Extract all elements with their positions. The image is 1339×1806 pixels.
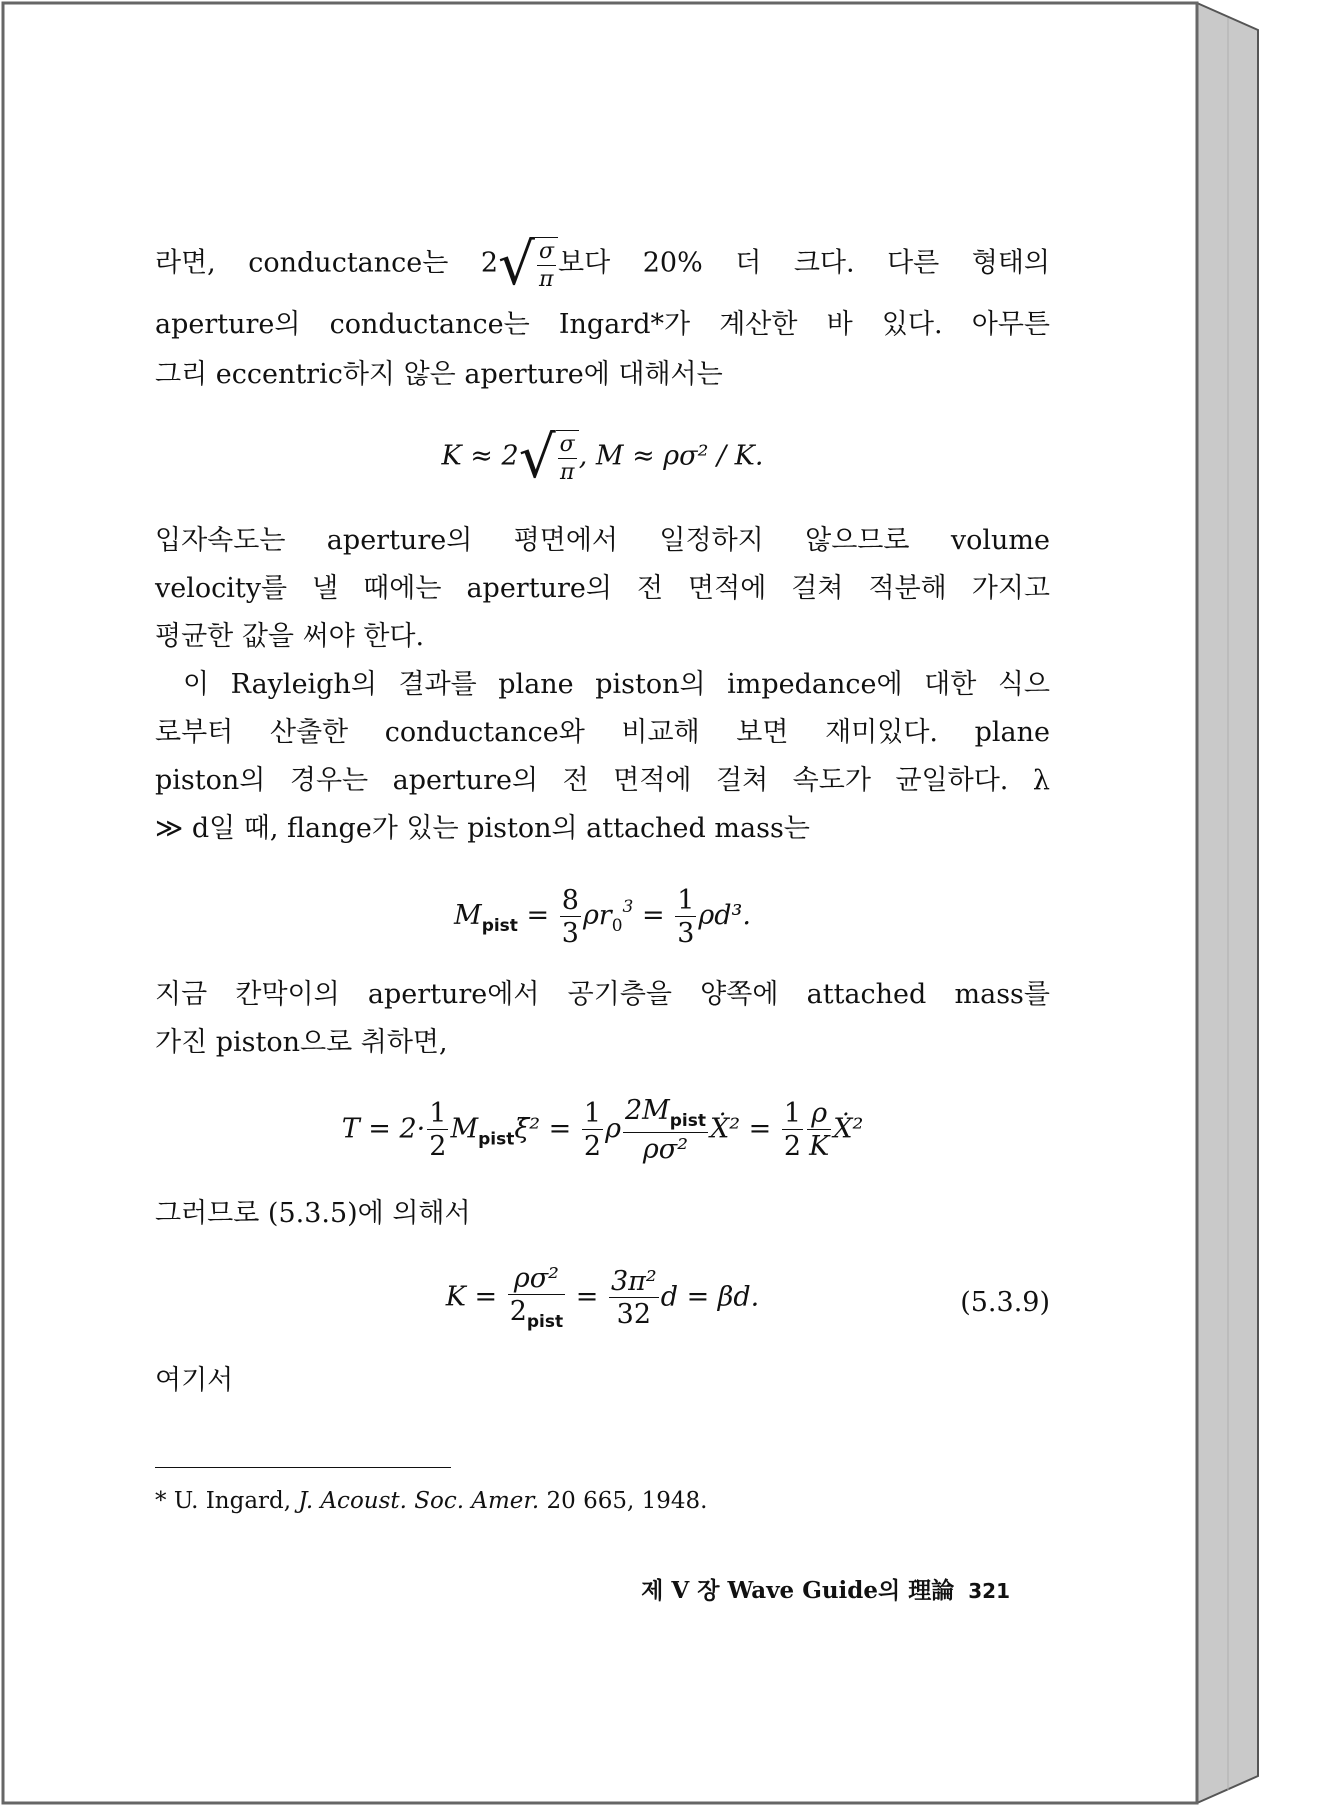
paragraph1-line3: 그리 eccentric하지 않은 aperture에 대해서는: [155, 359, 723, 390]
equation-1: [155, 423, 1050, 491]
eq3-f1-den: 2: [429, 1131, 447, 1162]
eq3-f3-den: ρσ²: [642, 1134, 689, 1165]
eq4-f1-den: 2: [509, 1296, 527, 1327]
eq3-f3-num-sub: pist: [669, 1111, 707, 1131]
eq3-f1-num: 1: [429, 1098, 447, 1129]
paragraph3-line3: piston의 경우는 aperture의 전 면적에 걸쳐 속도가 균일하다. λ: [155, 765, 1050, 796]
p1-sqrt-num: σ: [539, 239, 555, 264]
footnote-ref: 20 665, 1948.: [546, 1488, 708, 1514]
paragraph5-line1: 그러므로 (5.3.5)에 의해서: [155, 1198, 471, 1229]
eq1-sqrt: √ $\frac{\sigma}{\pi}$: [519, 428, 579, 486]
equation-4: K = $\frac{\text{ρσ²}}{2_{pist}}$ = $\frac{\text{3π²}}{32}$ d = βd. (5.3.9): [445, 1263, 1050, 1332]
paragraph3-line1: 이 Rayleigh의 결과를 plane piston의 impedance에 대한 식으: [183, 669, 1050, 700]
p1-l1-post: 보다 20% 더 크다. 다른 형태의: [558, 247, 1050, 279]
paragraph3-line2: 로부터 산출한 conductance와 비교해 보면 재미있다. plane: [155, 717, 1050, 748]
eq2-lhs: M: [454, 900, 482, 931]
book-page: [3, 3, 1197, 1801]
eq3-f5-den: K: [809, 1131, 830, 1162]
running-head: [641, 1567, 1010, 1615]
paragraph2-line1: 입자속도는 aperture의 평면에서 일정하지 않으므로 volume: [155, 525, 1050, 556]
eq3-f4-num: 1: [783, 1098, 802, 1129]
running-head-title: 제 V 장 Wave Guide의 理論: [641, 1577, 955, 1604]
eq3-m: M: [450, 1113, 479, 1145]
eq2-lhs-sub: pist: [481, 916, 518, 936]
footnote-author: U. Ingard,: [173, 1488, 292, 1514]
p1-l1-pre: 라면, conductance는: [155, 247, 449, 279]
equation-3: T = 2· $\frac{1}{2}$ $M_{pist}\xi̇^2$ = $\frac{1}{2}$ ρ $\frac{2M_{pist}}{\text{ρσ²}}$ Ẋ² = $\frac{1}{2}$ $\frac{\rho}{K}$ Ẋ²: [341, 1095, 864, 1165]
eq3-x2: Ẋ²: [833, 1113, 864, 1145]
paragraph2-line2: velocity를 낼 때에는 aperture의 전 면적에 걸쳐 적분해 가지고: [155, 573, 1050, 604]
eq4-f2-num: 3π²: [610, 1266, 657, 1297]
eq4-rest: d = βd.: [660, 1281, 760, 1313]
eq3-f3-num: 2M: [624, 1095, 670, 1126]
eq1-num: σ: [559, 432, 575, 457]
eq3-xi: ξ̇²: [514, 1113, 541, 1145]
equation-2: $M_{pist}$ = $\frac{8}{3}$ $\rho r_0^3$ = $\frac{1}{3}$ ρd³.: [454, 884, 751, 949]
eq4-f1-den-sub: pist: [526, 1312, 564, 1332]
paragraph3-line4: ≫ d일 때, flange가 있는 piston의 attached mass는: [155, 813, 810, 844]
paragraph4-line1: 지금 칸막이의 aperture에서 공기층을 양쪽에 attached mass를: [155, 979, 1050, 1010]
footnote-marker: *: [155, 1488, 167, 1514]
eq3-m-sub: pist: [478, 1129, 515, 1150]
eq2-f2-den: 3: [677, 917, 695, 949]
eq2-mid-sub: 0: [611, 916, 623, 936]
footnote-rule: [155, 1467, 451, 1468]
paragraph2-line3: 평균한 값을 써야 한다.: [155, 621, 425, 652]
eq2-f1-num: 8: [561, 884, 579, 916]
paragraph1-line2: aperture의 conductance는 Ingard*가 계산한 바 있다. 아무튼: [155, 309, 1050, 340]
paragraph4-line2: 가진 piston으로 취하면,: [155, 1027, 448, 1058]
eq2-f1-den: 3: [561, 917, 579, 949]
paragraph6-line1: 여기서: [155, 1365, 234, 1396]
p1-l1-coef: 2: [480, 247, 499, 279]
eq3-t: T = 2·: [341, 1113, 426, 1145]
eq2-end: ρd³.: [698, 900, 751, 931]
equation-number: (5.3.9): [960, 1287, 1050, 1318]
eq1-den: π: [559, 460, 575, 485]
p1-sqrt-den: π: [539, 267, 554, 292]
eq3-f2-den: 2: [583, 1131, 602, 1162]
paragraph1-line1: [155, 230, 1050, 298]
eq4-f2-den: 32: [616, 1299, 651, 1330]
eq3-f5-num: ρ: [807, 1100, 831, 1130]
eq3-f4-den: 2: [783, 1131, 802, 1162]
p1-sqrt: √ $\frac{\sigma}{\pi}$: [498, 235, 558, 293]
eq4-f1-num: ρσ²: [508, 1265, 565, 1295]
page-number: 321: [968, 1579, 1010, 1603]
eq1-lhs: K ≈ 2: [441, 440, 519, 472]
footnote: [155, 1477, 707, 1525]
eq4-lhs: K =: [445, 1281, 498, 1313]
eq2-mid-sup: 3: [622, 897, 634, 917]
footnote-journal: J. Acoust. Soc. Amer.: [298, 1488, 540, 1514]
eq3-x1: Ẋ²: [710, 1113, 741, 1145]
eq2-mid: ρr: [582, 900, 612, 931]
eq3-rho: ρ: [605, 1113, 621, 1145]
eq3-f2-num: 1: [583, 1098, 602, 1129]
eq2-f2-num: 1: [677, 884, 695, 916]
eq1-rest: , M ≈ ρσ² / K.: [578, 440, 764, 472]
